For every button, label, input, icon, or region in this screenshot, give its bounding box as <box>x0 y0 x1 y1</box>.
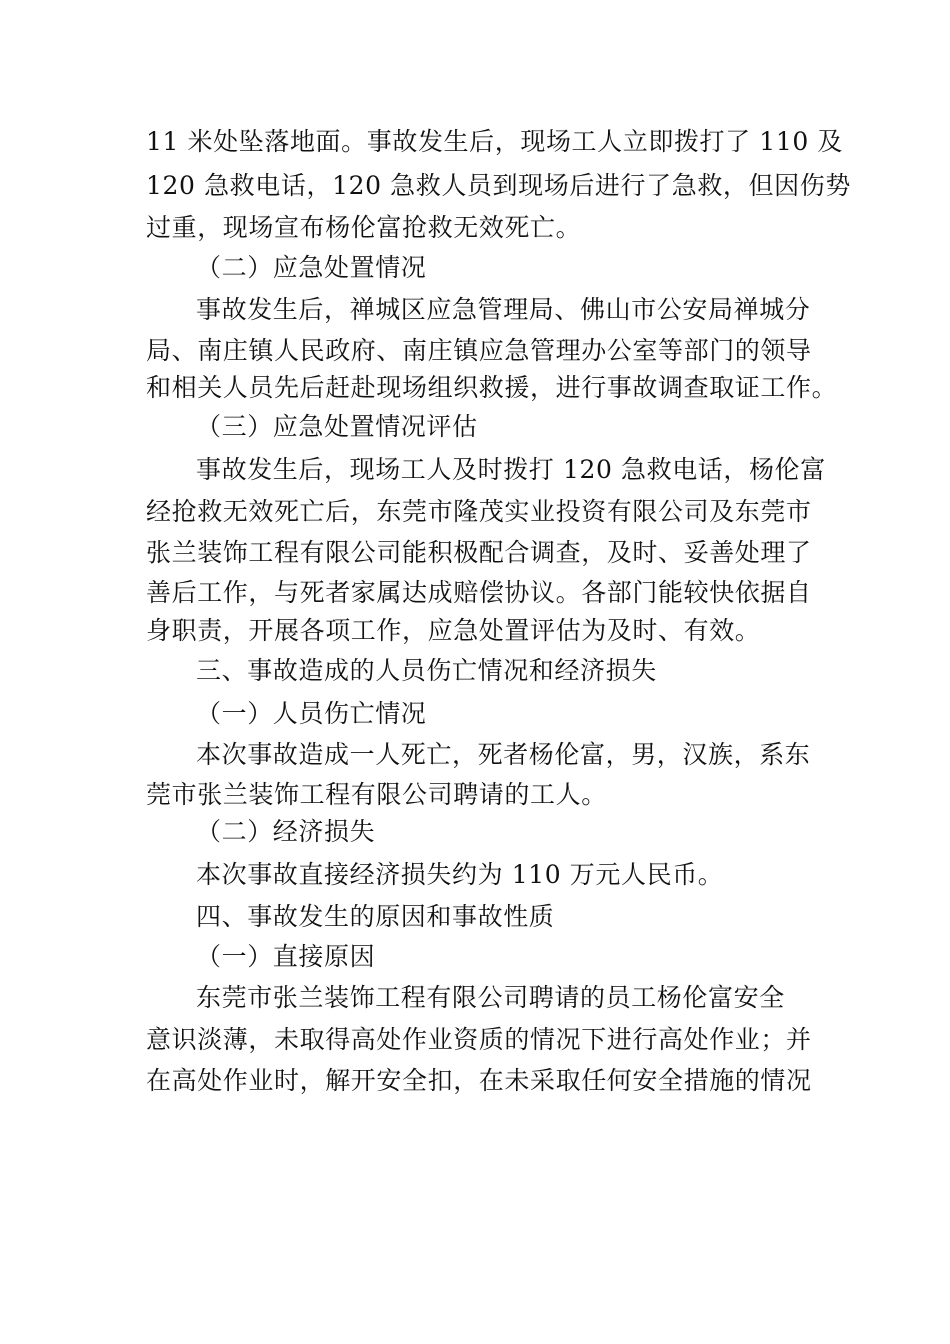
section-heading: （一）人员伤亡情况 <box>196 699 427 728</box>
text-line: 张兰装饰工程有限公司能积极配合调查，及时、妥善处理了 <box>146 538 812 567</box>
text-line: 身职责，开展各项工作，应急处置评估为及时、有效。 <box>146 616 761 645</box>
section-heading: （三）应急处置情况评估 <box>196 412 478 441</box>
text-line: 过重，现场宣布杨伦富抢救无效死亡。 <box>146 213 582 242</box>
text-line: 东莞市张兰装饰工程有限公司聘请的员工杨伦富安全 <box>196 983 785 1012</box>
text-line: 本次事故直接经济损失约为 110 万元人民币。 <box>196 860 724 889</box>
text-line: 局、南庄镇人民政府、南庄镇应急管理办公室等部门的领导 <box>146 336 812 365</box>
text-line: 善后工作，与死者家属达成赔偿协议。各部门能较快依据自 <box>146 578 812 607</box>
section-heading: （二）应急处置情况 <box>196 253 427 282</box>
text-line: 11 米处坠落地面。事故发生后，现场工人立即拨打了 110 及 <box>146 127 843 156</box>
text-line: 意识淡薄，未取得高处作业资质的情况下进行高处作业；并 <box>146 1025 812 1054</box>
text-line: 事故发生后，禅城区应急管理局、佛山市公安局禅城分 <box>196 295 811 324</box>
section-heading: （一）直接原因 <box>196 942 376 971</box>
text-line: 和相关人员先后赶赴现场组织救援，进行事故调查取证工作。 <box>146 373 838 402</box>
section-heading: 四、事故发生的原因和事故性质 <box>196 902 555 931</box>
text-line: 在高处作业时，解开安全扣，在未采取任何安全措施的情况 <box>146 1066 812 1095</box>
text-line: 120 急救电话，120 急救人员到现场后进行了急救，但因伤势 <box>146 171 851 200</box>
text-line: 本次事故造成一人死亡，死者杨伦富，男，汉族，系东 <box>196 740 811 769</box>
section-heading: 三、事故造成的人员伤亡情况和经济损失 <box>196 656 657 685</box>
text-line: 经抢救无效死亡后，东莞市隆茂实业投资有限公司及东莞市 <box>146 497 812 526</box>
text-line: 莞市张兰装饰工程有限公司聘请的工人。 <box>146 780 607 809</box>
text-line: 事故发生后，现场工人及时拨打 120 急救电话，杨伦富 <box>196 455 826 484</box>
section-heading: （二）经济损失 <box>196 817 376 846</box>
